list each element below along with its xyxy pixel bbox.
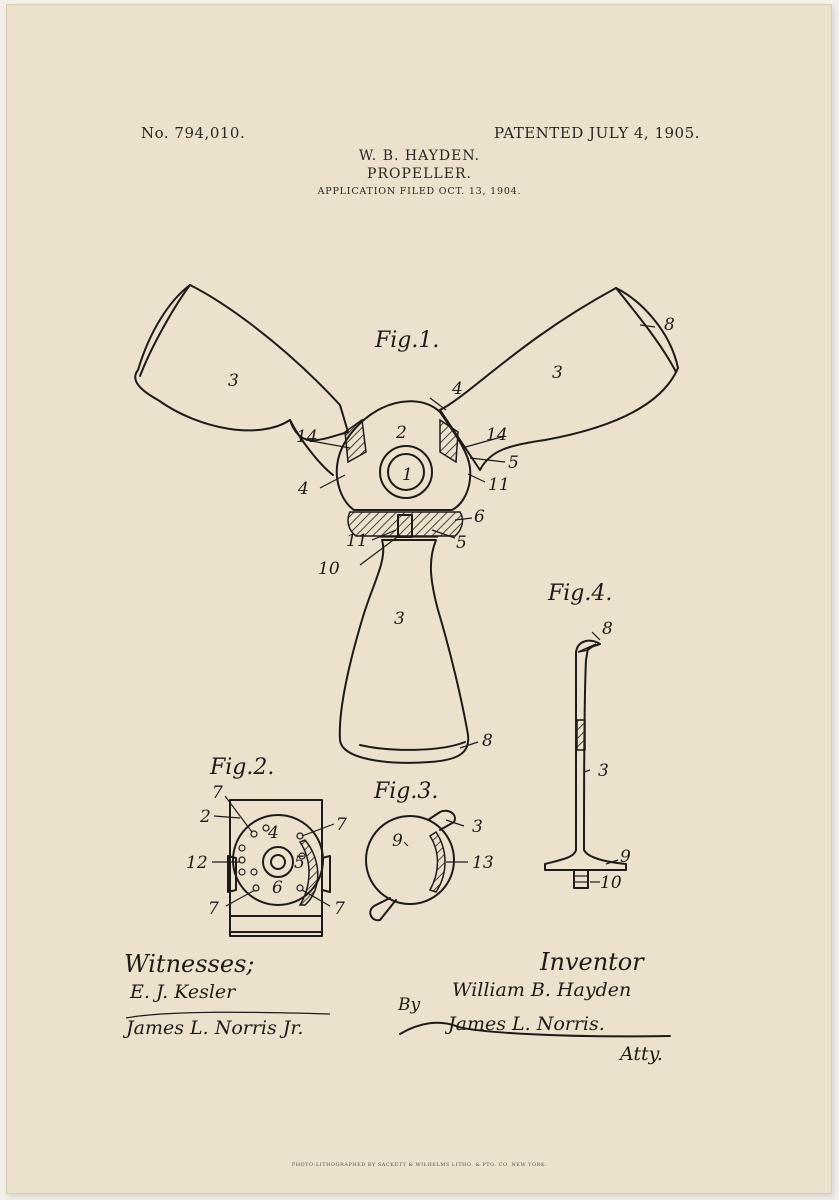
- printer-credit: PHOTO-LITHOGRAPHED BY SACKETT & WILHELMS LITHO. & PTG. CO. NEW YORK.: [291, 1162, 548, 1168]
- fig1-num-3b: 3: [552, 363, 563, 383]
- left-blade: [135, 285, 348, 440]
- fig1-num-1: 1: [402, 465, 413, 485]
- fig1-num-11a: 11: [488, 475, 510, 495]
- patent-title: PROPELLER.: [367, 166, 472, 182]
- patent-date: PATENTED JULY 4, 1905.: [494, 124, 700, 142]
- witness-2: James L. Norris Jr.: [126, 1017, 304, 1039]
- inventor-heading: Inventor: [540, 948, 644, 976]
- fig2-num-7a: 7: [212, 783, 223, 803]
- fig4-num-8: 8: [602, 619, 613, 639]
- by-label: By: [398, 995, 421, 1015]
- inventor-name: W. B. HAYDEN.: [358, 148, 481, 164]
- figure-3-blade-root: [366, 811, 468, 921]
- fig3-num-9: 9: [392, 831, 403, 851]
- fig4-num-9: 9: [620, 847, 631, 867]
- fig1-num-4b: 4: [298, 479, 309, 499]
- witnesses-heading: Witnesses;: [124, 950, 255, 978]
- figure-1-propeller: [135, 285, 678, 763]
- fig1-num-14b: 14: [486, 425, 508, 445]
- witness-1: E. J. Kesler: [130, 981, 236, 1003]
- fig1-num-6: 6: [474, 507, 485, 527]
- fig4-num-10: 10: [600, 873, 622, 893]
- fig2-label: Fig.2.: [210, 755, 275, 780]
- fig1-num-3a: 3: [228, 371, 239, 391]
- fig4-num-3: 3: [598, 761, 609, 781]
- atty-label: Atty.: [620, 1043, 663, 1065]
- fig1-num-4a: 4: [452, 379, 463, 399]
- fig1-num-5a: 5: [508, 453, 519, 473]
- fig2-num-12: 12: [186, 853, 208, 873]
- figure-2-hub-block: [212, 796, 334, 936]
- figure-4-blade-section: [545, 632, 626, 888]
- fig2-num-5: 5: [294, 853, 305, 873]
- inventor-signature: William B. Hayden: [452, 979, 632, 1001]
- fig1-num-5b: 5: [456, 533, 467, 553]
- fig1-num-8b: 8: [482, 731, 493, 751]
- fig2-num-4: 4: [268, 823, 279, 843]
- fig4-label: Fig.4.: [548, 581, 613, 606]
- bottom-blade: [340, 540, 468, 763]
- fig2-num-7c: 7: [208, 899, 219, 919]
- application-filed: APPLICATION FILED OCT. 13, 1904.: [317, 186, 522, 197]
- fig2-num-2: 2: [200, 807, 211, 827]
- fig2-num-7d: 7: [334, 899, 345, 919]
- fig2-num-7b: 7: [336, 815, 347, 835]
- fig1-num-2: 2: [396, 423, 407, 443]
- patent-number: No. 794,010.: [141, 124, 246, 142]
- fig1-num-8: 8: [664, 315, 675, 335]
- attorney-signature: James L. Norris.: [448, 1013, 605, 1035]
- fig3-label: Fig.3.: [374, 779, 439, 804]
- fig1-label: Fig.1.: [375, 328, 440, 353]
- fig3-num-13: 13: [472, 853, 494, 873]
- fig1-num-3c: 3: [394, 609, 405, 629]
- fig2-num-6: 6: [272, 878, 283, 898]
- fig3-num-3: 3: [472, 817, 483, 837]
- fig1-num-10: 10: [318, 559, 340, 579]
- fig1-num-11b: 11: [346, 531, 368, 551]
- fig1-num-14a: 14: [296, 427, 318, 447]
